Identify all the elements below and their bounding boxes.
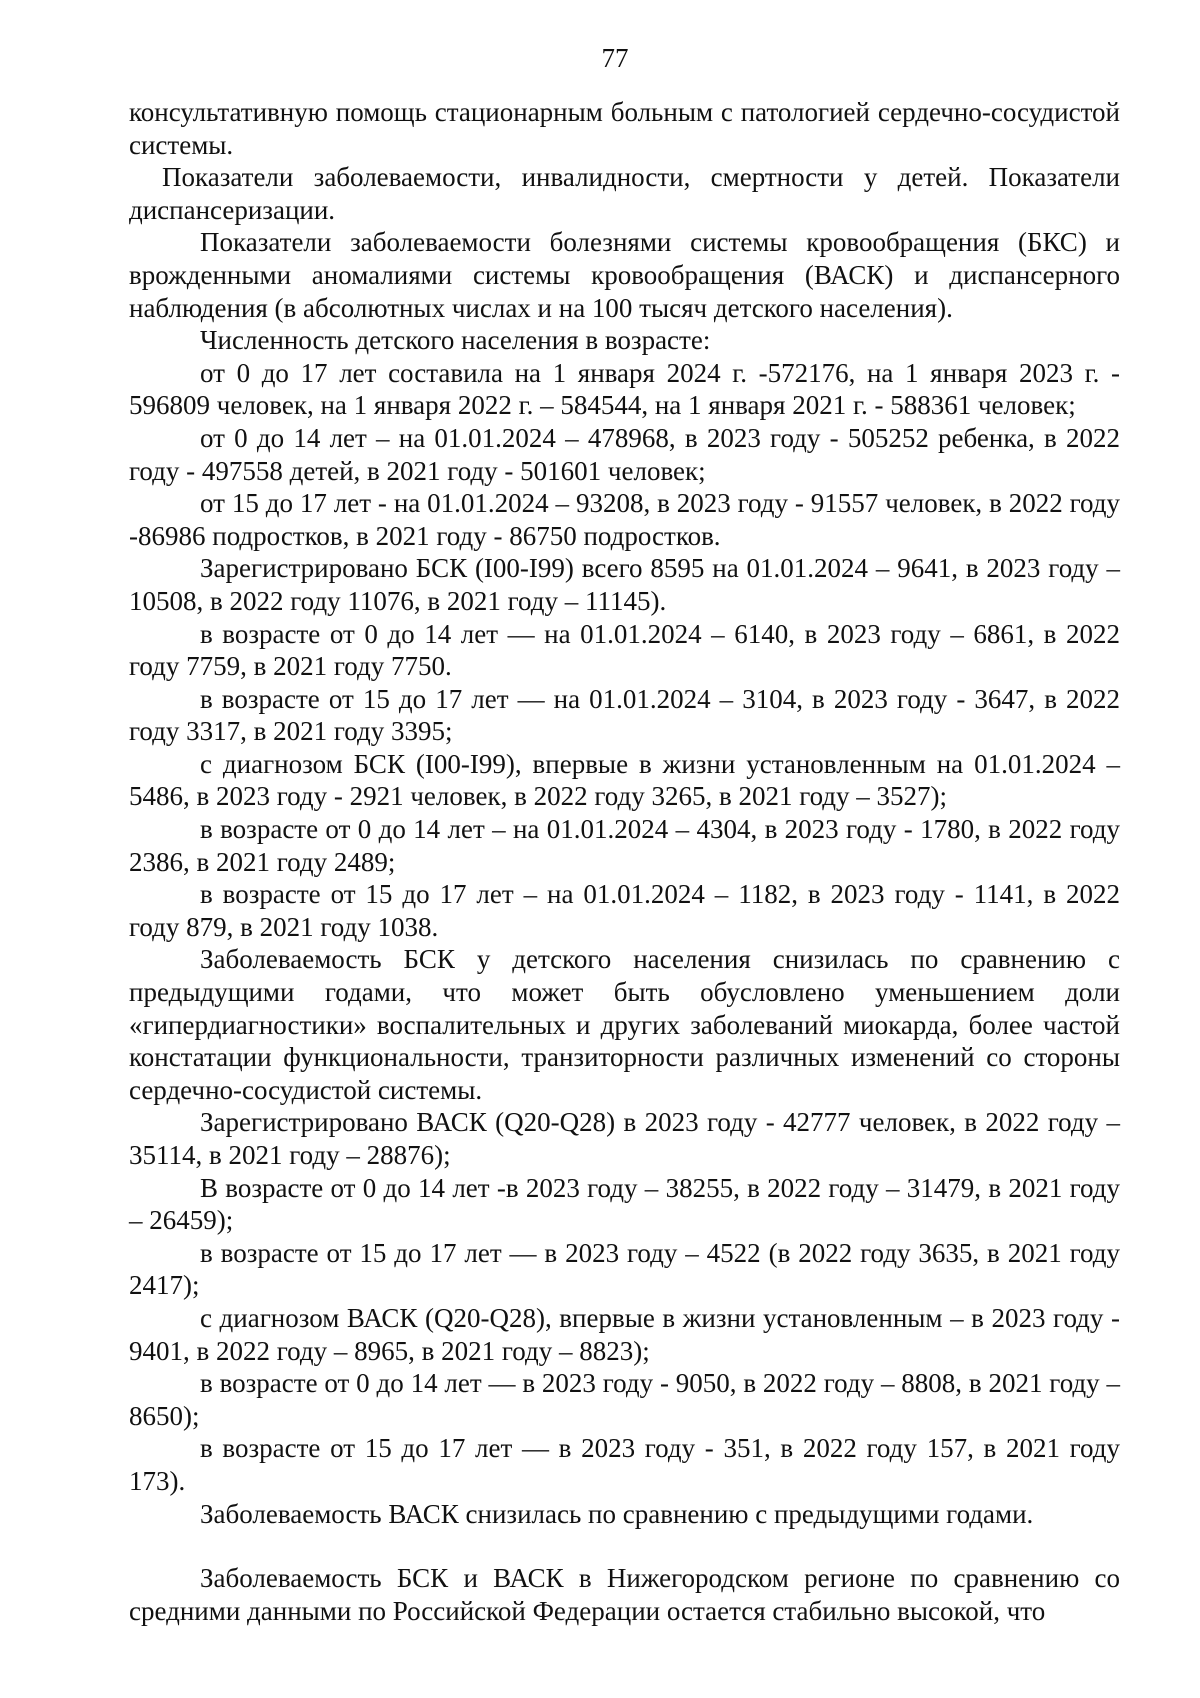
paragraph-vask-registered: Зарегистрировано ВАСК (Q20-Q28) в 2023 году - 42777 человек, в 2022 году – 35114, в 2021 году – 28876); [129,1107,1120,1170]
page-number: 77 [601,43,629,73]
paragraph-population-15-17: от 15 до 17 лет - на 01.01.2024 – 93208, в 2023 году - 91557 человек, в 2022 году -86986 подростков, в 2021 году - 86750 подростков. [129,488,1120,551]
paragraph-bsk-0-14: в возрасте от 0 до 14 лет — на 01.01.2024 – 6140, в 2023 году – 6861, в 2022 году 7759, в 2021 году 7750. [129,618,1120,682]
document-body [129,96,1120,1627]
paragraph-bsk-conclusion: Заболеваемость БСК у детского населения снизилась по сравнению с предыдущими годами, что может быть обусловлено уменьшением доли «гипердиагностики» воспалительных и других заболеваний миокарда, более частой констатации функциональности, транзиторности различных изменений со стороны сердечно-сосудистой системы. [129,944,1120,1105]
paragraph-regional-comparison: Заболеваемость БСК и ВАСК в Нижегородском регионе по сравнению со средними данными по Российской Федерации остается стабильно высокой, что [129,1563,1120,1626]
paragraph-population-0-14: от 0 до 14 лет – на 01.01.2024 – 478968, в 2023 году - 505252 ребенка, в 2022 году - 497558 детей, в 2021 году - 501601 человек; [129,422,1120,486]
paragraph-bsk-first-diagnosed: с диагнозом БСК (I00-I99), впервые в жизни установленным на 01.01.2024 – 5486, в 2023 году - 2921 человек, в 2022 году 3265, в 2021 году – 3527); [129,748,1120,812]
paragraph-spacer [129,1530,1120,1562]
paragraph-vask-first-diagnosed: с диагнозом ВАСК (Q20-Q28), впервые в жизни установленным – в 2023 году - 9401, в 2022 году – 8965, в 2021 году – 8823); [129,1302,1120,1366]
paragraph-population-heading: Численность детского населения в возрасте: [200,325,711,356]
paragraph-indicators-intro: Показатели заболеваемости болезнями системы кровообращения (БКС) и врожденными аномалиями системы кровообращения (ВАСК) и диспансерного наблюдения (в абсолютных числах и на 100 тысяч детского населения). [129,227,1120,323]
paragraph-vask-conclusion: Заболеваемость ВАСК снизилась по сравнению с предыдущими годами. [200,1498,1034,1529]
paragraph-vask-first-0-14: в возрасте от 0 до 14 лет — в 2023 году - 9050, в 2022 году – 8808, в 2021 году – 8650); [129,1368,1120,1431]
paragraph-bsk-first-0-14: в возрасте от 0 до 14 лет – на 01.01.2024 – 4304, в 2023 году - 1780, в 2022 году 2386, в 2021 году 2489; [129,814,1120,877]
paragraph-bsk-registered: Зарегистрировано БСК (I00-I99) всего 8595 на 01.01.2024 – 9641, в 2023 году – 10508, в 2022 году 11076, в 2021 году – 11145). [129,553,1120,616]
paragraph-vask-15-17: в возрасте от 15 до 17 лет — в 2023 году – 4522 (в 2022 году 3635, в 2021 году 2417); [129,1237,1120,1301]
paragraph-section-heading: Показатели заболеваемости, инвалидности, смертности у детей. Показатели диспансеризации. [129,162,1120,225]
paragraph-population-0-17: от 0 до 17 лет составила на 1 января 2024 г. -572176, на 1 января 2023 г. - 596809 человек, на 1 января 2022 г. – 584544, на 1 января 2021 г. - 588361 человек; [129,357,1120,421]
paragraph-bsk-first-15-17: в возрасте от 15 до 17 лет – на 01.01.2024 – 1182, в 2023 году - 1141, в 2022 году 879, в 2021 году 1038. [129,879,1120,942]
paragraph-vask-0-14: В возрасте от 0 до 14 лет -в 2023 году – 38255, в 2022 году – 31479, в 2021 году – 26459); [129,1172,1120,1236]
paragraph-continuation: консультативную помощь стационарным больным с патологией сердечно-сосудистой системы. [129,97,1120,160]
paragraph-vask-first-15-17: в возрасте от 15 до 17 лет — в 2023 году - 351, в 2022 году 157, в 2021 году 173). [129,1433,1120,1496]
paragraph-bsk-15-17: в возрасте от 15 до 17 лет — на 01.01.2024 – 3104, в 2023 году - 3647, в 2022 году 3317, в 2021 году 3395; [129,683,1120,747]
